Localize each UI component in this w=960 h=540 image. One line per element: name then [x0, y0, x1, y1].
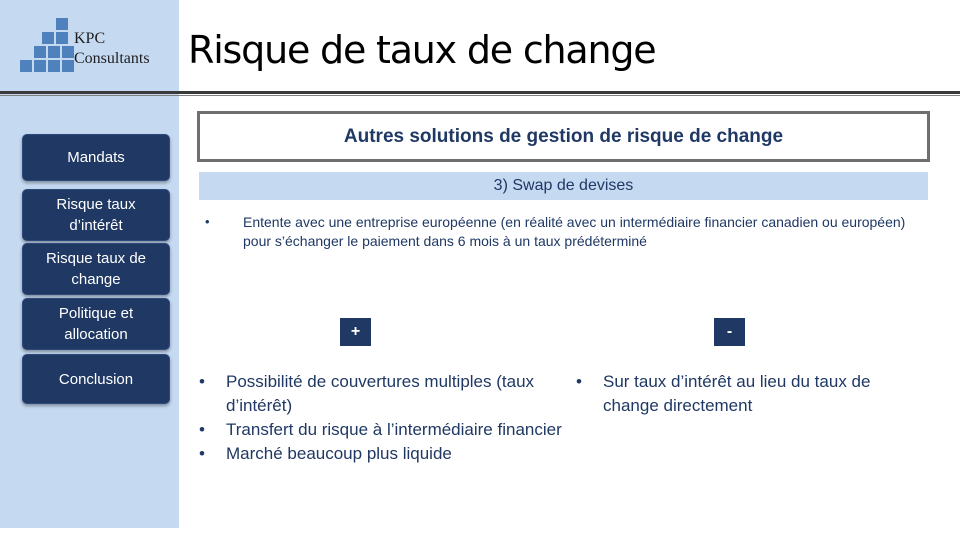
- disadvantages-label: -: [714, 318, 745, 346]
- nav-button-risque-taux-interet[interactable]: Risque taux d’intérêt: [22, 189, 170, 241]
- nav-button-conclusion[interactable]: Conclusion: [22, 354, 170, 404]
- nav-button-politique-allocation[interactable]: Politique et allocation: [22, 298, 170, 350]
- list-item: [199, 418, 567, 442]
- advantages-list: [199, 370, 567, 466]
- list-item-text: Possibilité de couvertures multiples (taux d’intérêt): [226, 372, 535, 415]
- section-heading: Autres solutions de gestion de risque de change: [197, 111, 930, 162]
- logo-text: [74, 29, 150, 69]
- subsection-bar: 3) Swap de devises: [199, 172, 928, 200]
- bullet-icon: •: [199, 444, 205, 463]
- list-item: [576, 370, 916, 418]
- header-divider-thin: [0, 95, 960, 96]
- logo-line-1: KPC: [74, 30, 106, 47]
- description-text: Entente avec une entreprise européenne (en réalité avec un intermédiaire financier canadien ou européen) pour s’échanger le paiement dans 6 mois à un taux prédéterminé: [243, 214, 906, 249]
- logo-square: [62, 60, 74, 72]
- logo-square: [56, 32, 68, 44]
- list-item: [199, 370, 567, 418]
- logo-square: [62, 46, 74, 58]
- list-item-text: Transfert du risque à l’intermédiaire financier: [226, 420, 562, 439]
- logo-square: [34, 60, 46, 72]
- logo-line-2: Consultants: [74, 50, 150, 67]
- list-item: [199, 442, 567, 466]
- logo-square: [34, 46, 46, 58]
- header-divider: [0, 91, 960, 94]
- logo-square: [48, 60, 60, 72]
- nav-button-risque-taux-change[interactable]: Risque taux de change: [22, 243, 170, 295]
- disadvantages-list: [576, 370, 916, 418]
- page-title: Risque de taux de change: [188, 28, 656, 72]
- bullet-icon: •: [199, 420, 205, 439]
- list-item-text: Marché beaucoup plus liquide: [226, 444, 452, 463]
- logo-square: [42, 32, 54, 44]
- logo-square: [20, 60, 32, 72]
- list-item-text: Sur taux d’intérêt au lieu du taux de change directement: [603, 372, 871, 415]
- description-bullet: •: [205, 214, 210, 229]
- bullet-icon: •: [576, 372, 582, 391]
- logo-square: [48, 46, 60, 58]
- bullet-icon: •: [199, 372, 205, 391]
- logo-square: [56, 18, 68, 30]
- nav-button-mandats[interactable]: Mandats: [22, 134, 170, 181]
- advantages-label: +: [340, 318, 371, 346]
